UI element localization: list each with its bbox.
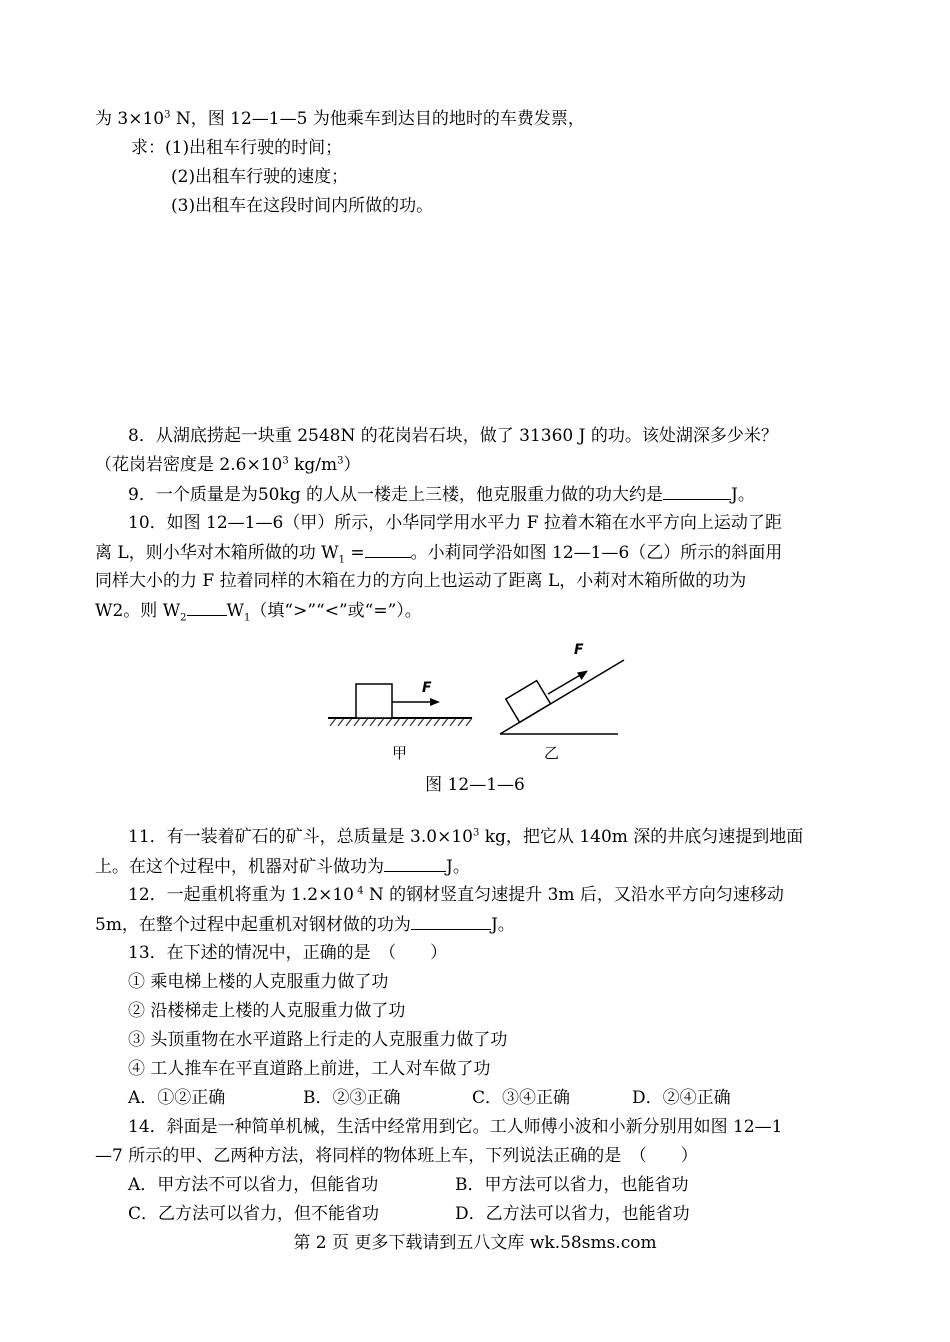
q13-choice-a[interactable]: A．①②正确	[128, 1088, 226, 1108]
q10-line4-pre: W2。则 W	[95, 601, 181, 621]
page-footer: 第 2 页 更多下载请到五八文库 wk.58sms.com	[293, 1233, 657, 1253]
q14-line2: —7 所示的甲、乙两种方法，将同样的物体班上车，下列说法正确的是 （ ）	[95, 1146, 698, 1166]
q9-pre: 9．一个质量是为50kg 的人从一楼走上三楼，他克服重力做的功大约是	[128, 485, 664, 505]
figure-caption: 图 12—1—6	[425, 775, 525, 795]
q8-line2	[95, 454, 361, 476]
q10-line2-pre: 离 L，则小华对木箱所做的功 W	[95, 543, 339, 563]
figure-12-1-6	[320, 632, 630, 768]
q12-line1	[128, 884, 784, 906]
q12-exp: 4	[353, 885, 364, 897]
q10-sub2: 2	[180, 612, 187, 624]
q10-sub3: 1	[244, 612, 251, 624]
q8-exp2: 3	[337, 455, 344, 467]
q12-answer-blank[interactable]	[411, 913, 491, 930]
q11-line1-pre: 11．有一装着矿石的矿斗，总质量是 3.0×10	[128, 827, 473, 847]
q8-line2-pre: （花岗岩密度是 2.6×10	[95, 455, 283, 475]
diagram-yi	[500, 642, 624, 762]
q9-post: J。	[731, 485, 755, 505]
q10-w1-blank[interactable]	[365, 541, 411, 558]
q10-line4	[95, 599, 422, 622]
force-label-yi: F	[574, 642, 584, 658]
q8-exp: 3	[282, 455, 289, 467]
q12-line1-post: N 的钢材竖直匀速提升 3m 后，又沿水平方向匀速移动	[363, 885, 784, 905]
force-arrow-yi	[548, 674, 582, 694]
q13-choice-c[interactable]: C．③④正确	[472, 1088, 571, 1108]
q10-line2-mid: =	[344, 543, 365, 563]
box-jia	[356, 684, 392, 718]
q8-line1: 8．从湖底捞起一块重 2548N 的花岗岩石块，做了 31360 J 的功。该处湖深多少米？	[128, 426, 778, 446]
q13-choice-d[interactable]: D．②④正确	[632, 1088, 731, 1108]
q11-line1	[128, 826, 803, 848]
q7-ask3: (3)出租车在这段时间内所做的功。	[171, 196, 434, 216]
q10-line1: 10．如图 12—1—6（甲）所示，小华同学用水平力 F 拉着木箱在水平方向上运动了距	[128, 513, 782, 533]
q10-line3: 同样大小的力 F 拉着同样的木箱在力的方向上也运动了距离 L，小莉对木箱所做的功为	[95, 571, 747, 591]
q10-compare-blank[interactable]	[187, 599, 227, 616]
q7-line1	[95, 108, 585, 130]
q7-ask2: (2)出租车行驶的速度；	[171, 167, 349, 187]
q13-option-3: ③ 头顶重物在水平道路上行走的人克服重力做了功	[128, 1030, 508, 1050]
q10-line2	[95, 541, 782, 564]
box-yi	[506, 681, 551, 723]
q13-option-4: ④ 工人推车在平直道路上前进，工人对车做了功	[128, 1059, 491, 1079]
q13-option-2: ② 沿楼梯走上楼的人克服重力做了功	[128, 1001, 406, 1021]
q8-line2-mid: kg/m	[288, 455, 338, 475]
q10-sub1: 1	[338, 554, 345, 566]
q13-choice-b[interactable]: B．②③正确	[303, 1088, 401, 1108]
q11-line2-post: J。	[446, 857, 470, 877]
q10-line4-mid: W	[226, 601, 245, 621]
arrowhead-jia	[430, 698, 440, 706]
label-jia: 甲	[392, 744, 408, 762]
q11-line2	[95, 855, 470, 878]
q7-ask: 求：(1)出租车行驶的时间；	[131, 138, 343, 158]
q9-line	[128, 483, 755, 506]
q12-line2-pre: 5m，在整个过程中起重机对钢材做的功为	[95, 915, 411, 935]
diagram-jia	[328, 680, 472, 762]
ground-hatching	[330, 718, 472, 726]
q7-line1-post: N，图 12—1—5 为他乘车到达目的地时的车费发票，	[170, 109, 585, 129]
q8-line2-post: ）	[343, 455, 361, 475]
q7-exponent: 3	[164, 109, 171, 121]
q12-line1-pre: 12．一起重机将重为 1.2×10	[128, 885, 354, 905]
force-diagram	[320, 632, 630, 768]
q7-line1-pre: 为 3×10	[95, 109, 165, 129]
q10-line2-post: 。小莉同学沿如图 12—1—6（乙）所示的斜面用	[410, 543, 783, 563]
q13-option-1: ① 乘电梯上楼的人克服重力做了功	[128, 972, 389, 992]
q11-answer-blank[interactable]	[384, 855, 446, 872]
q11-line1-post: kg，把它从 140m 深的井底匀速提到地面	[479, 827, 804, 847]
force-label-jia: F	[422, 680, 432, 696]
q14-line1: 14．斜面是一种简单机械，生活中经常用到它。工人师傅小波和小新分别用如图 12—1	[128, 1117, 783, 1137]
q12-line2-post: J。	[490, 915, 515, 935]
q9-answer-blank[interactable]	[663, 483, 731, 500]
q11-exp: 3	[472, 827, 480, 839]
q11-line2-pre: 上。在这个过程中，机器对矿斗做功为	[95, 857, 384, 877]
q13-stem: 13．在下述的情况中，正确的是 （ ）	[128, 943, 448, 963]
q14-choice-b[interactable]: B．甲方法可以省力，也能省功	[455, 1175, 689, 1195]
q10-line4-post: （填“>”“<”或“=”）。	[250, 601, 422, 621]
q14-choice-a[interactable]: A．甲方法不可以省力，但能省功	[128, 1175, 379, 1195]
q14-choice-d[interactable]: D．乙方法可以省力，也能省功	[455, 1204, 690, 1224]
arrowhead-yi	[577, 671, 588, 681]
label-yi: 乙	[544, 744, 560, 762]
q14-choice-c[interactable]: C．乙方法可以省力，但不能省功	[128, 1204, 380, 1224]
q12-line2	[95, 913, 515, 936]
